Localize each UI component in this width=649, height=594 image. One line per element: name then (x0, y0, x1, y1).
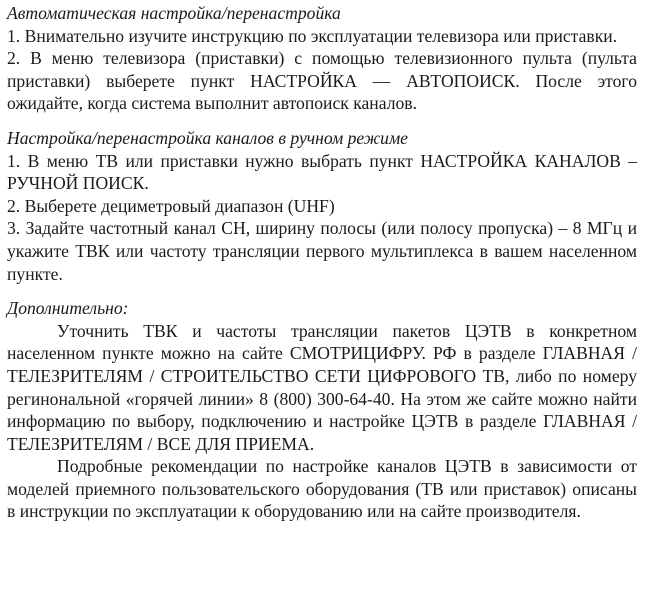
list-item: 1. Внимательно изучите инструкцию по эксплуатации телевизора или приставки. (7, 25, 618, 46)
section-heading-auto: Автоматическая настройка/перенастройка (7, 3, 341, 23)
list-item: 3. Задайте частотный канал СН, ширину полосы (или полосу пропуска) – 8 МГц и укажите ТВК или частоту трансляции первого мультиплекса в вашем населенном пункте. (7, 218, 637, 284)
section-heading-manual: Настройка/перенастройка каналов в ручном режиме (7, 127, 408, 148)
section-additional (7, 297, 637, 523)
section-auto-setup (7, 2, 637, 115)
document-page (7, 2, 637, 523)
list-item: 1. В меню ТВ или приставки нужно выбрать пункт НАСТРОЙКА КАНАЛОВ – РУЧНОЙ ПОИСК. (7, 150, 637, 194)
section-manual-setup (7, 127, 637, 285)
list-item: 2. В меню телевизора (приставки) с помощью телевизионного пульта (пульта приставки) выберете пункт НАСТРОЙКА — АВТОПОИСК. После этого ожидайте, когда система выполнит автопоиск каналов. (7, 48, 637, 114)
section-heading-additional: Дополнительно: (7, 298, 129, 319)
paragraph: Уточнить ТВК и частоты трансляции пакетов ЦЭТВ в конкретном населенном пункте можно на сайте СМОТРИЦИФРУ. РФ в разделе ГЛАВНАЯ / ТЕЛЕЗРИТЕЛЯМ / СТРОИТЕЛЬСТВО СЕТИ ЦИФРОВОГО ТВ, либо по номеру регинональной «горячей линии» 8 (800) 300-64-40. На этом же сайте можно найти информацию по выбору, подключению и настройке ЦЭТВ в разделе ГЛАВНАЯ / ТЕЛЕЗРИТЕЛЯМ / ВСЕ ДЛЯ ПРИЕМА. (7, 320, 637, 454)
list-item: 2. Выберете дециметровый диапазон (UHF) (7, 195, 335, 216)
paragraph: Подробные рекомендации по настройке каналов ЦЭТВ в зависимости от моделей приемного пользовательского оборудования (ТВ или приставок) описаны в инструкции по эксплуатации к оборудованию или на сайте производителя. (7, 456, 637, 522)
